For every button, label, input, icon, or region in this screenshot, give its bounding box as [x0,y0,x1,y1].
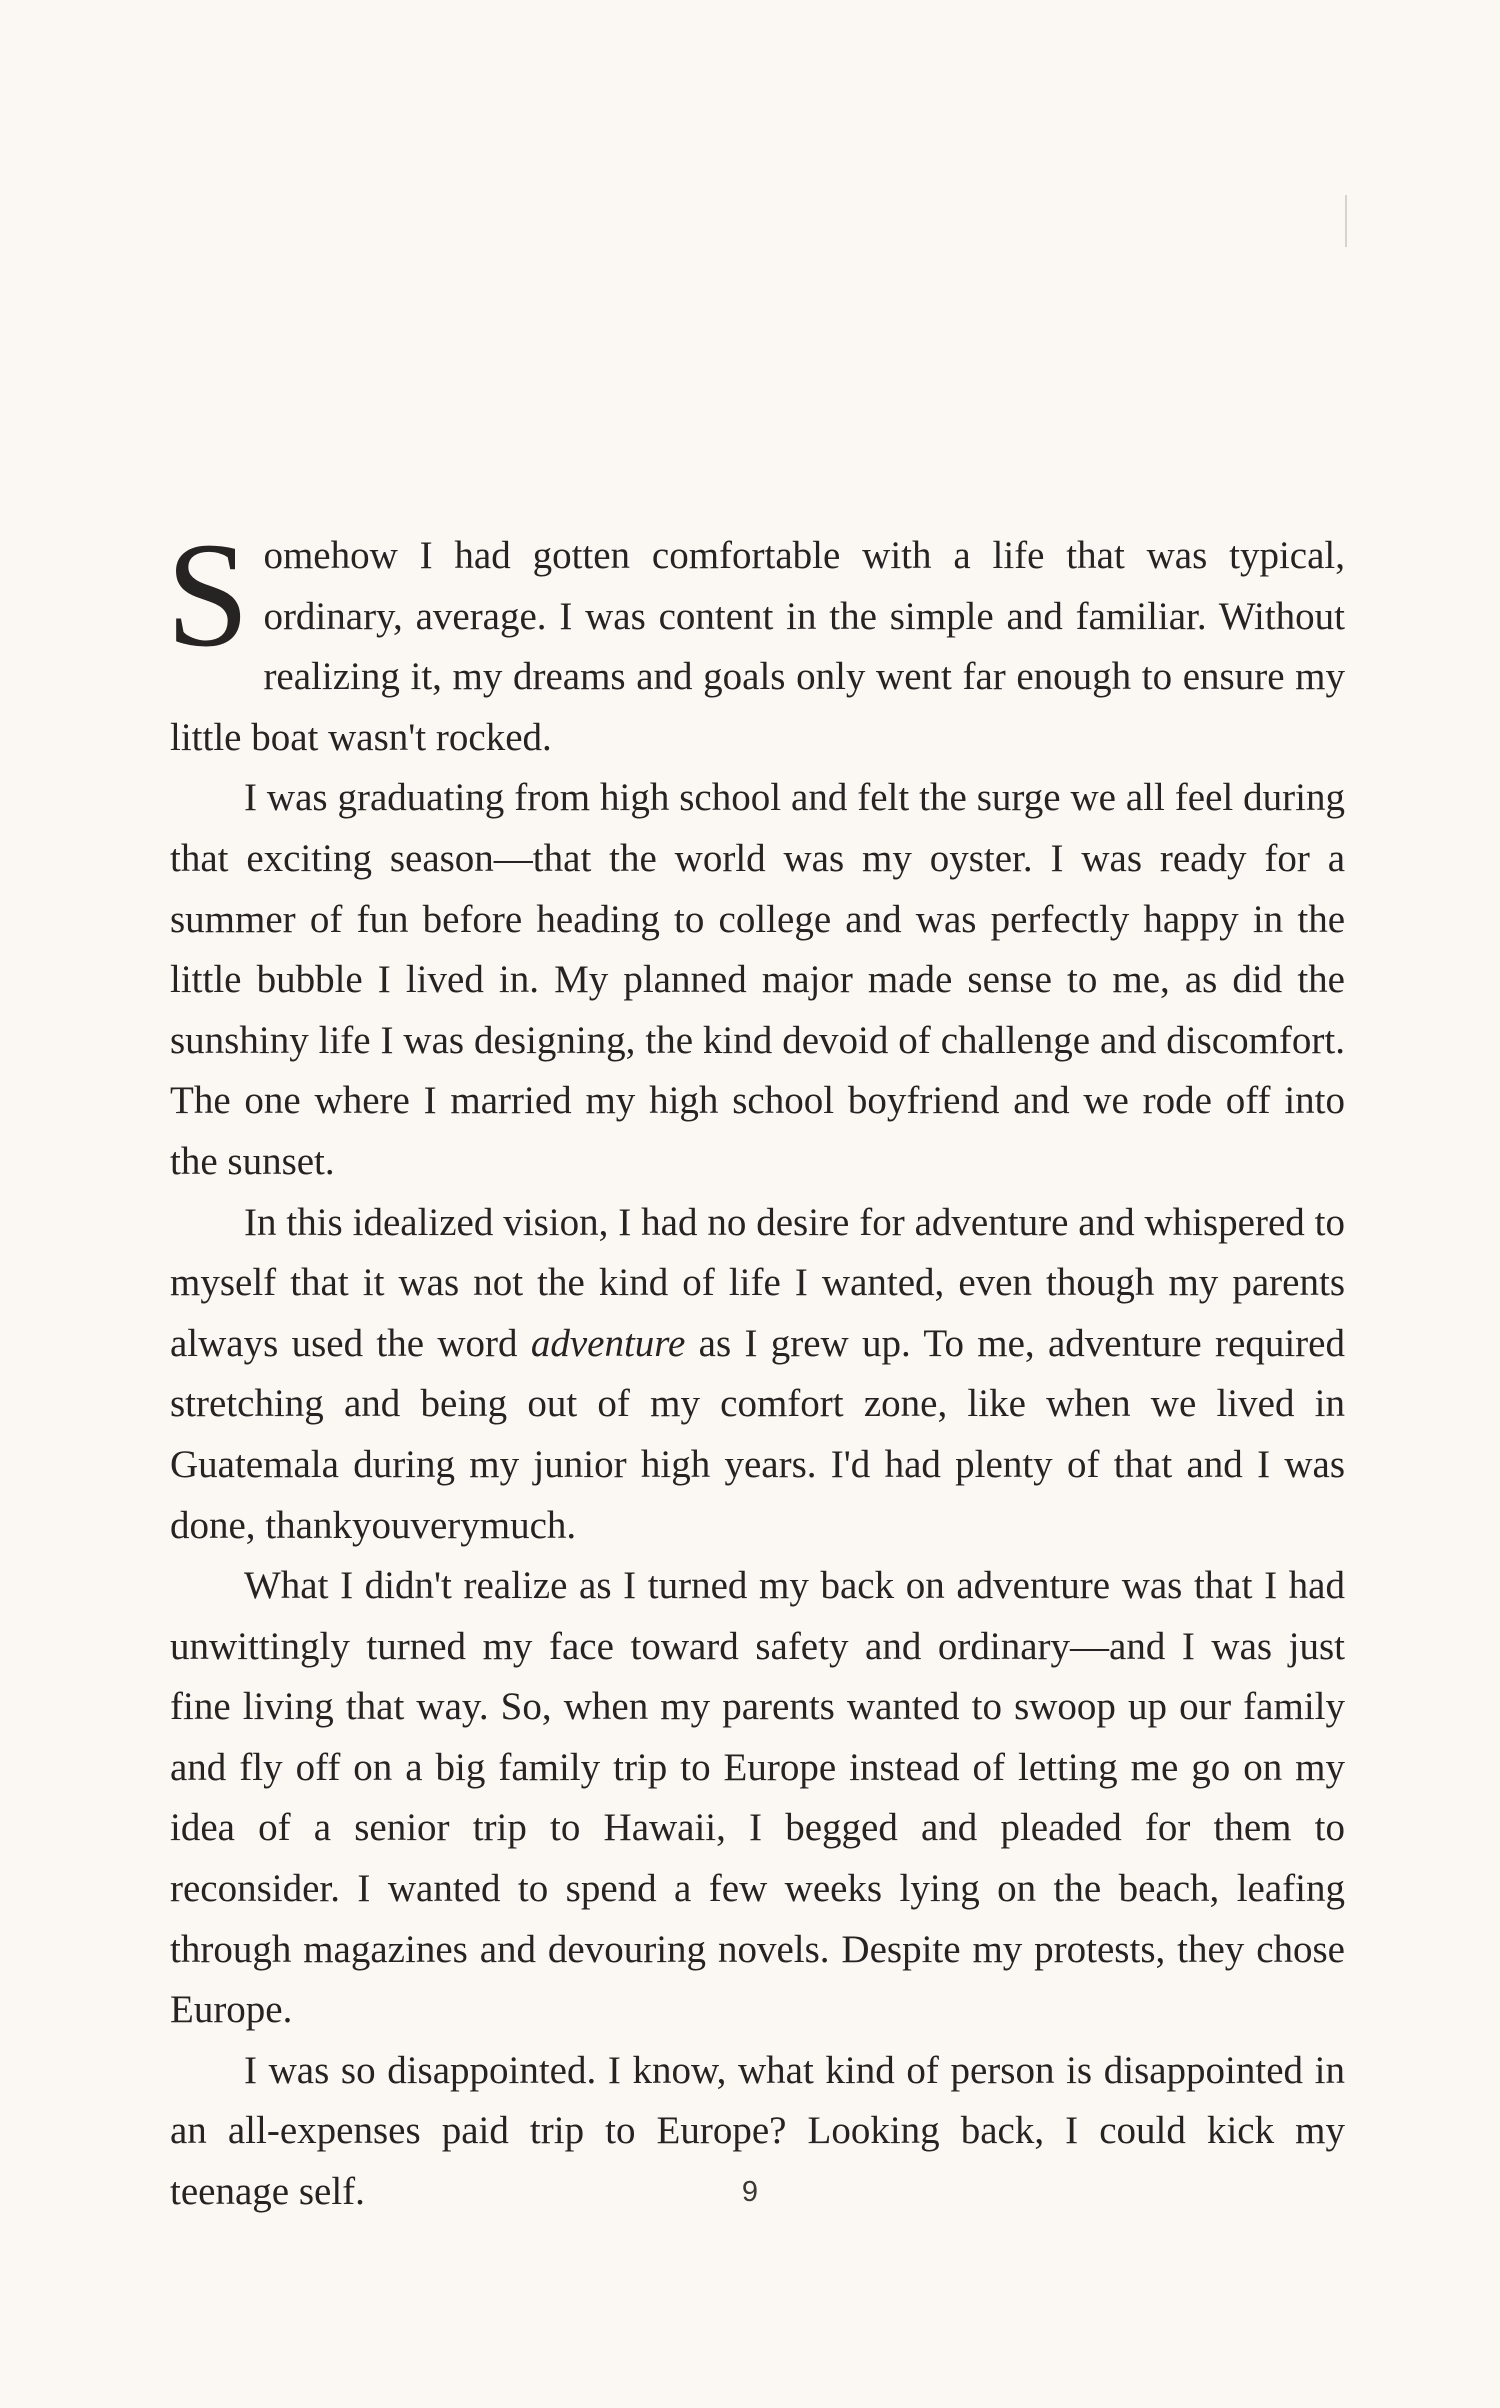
paragraph-1-text: omehow I had gotten comfortable with a life that was typical, ordinary, average. I was content in the simple and familiar. Without realizing it, my dreams and goals only went far enough to ensure my little boat wasn't rocked. [170,534,1345,759]
paragraph-1 [166,512,1345,768]
body-text [166,512,1345,2223]
paragraph-3-text-after: as I grew up. To me, adventure required stretching and being out of my comfort zone, like when we lived in Guatemala during my junior high years. I'd had plenty of that and I was done, thankyouverymuch. [170,1321,1345,1547]
paragraph-3 [170,1193,1345,1557]
drop-cap: S [166,512,250,678]
scan-mark [1345,195,1347,247]
paragraph-3-italic-word: adventure [530,1321,686,1365]
page-number: 9 [741,2176,759,2208]
paragraph-4: What I didn't realize as I turned my back on adventure was that I had unwittingly turned my face toward safety and ordinary—and I was just fine living that way. So, when my parents wanted to swoop up our family and fly off on a big family trip to Europe instead of letting me go on my idea of a senior trip to Hawaii, I begged and pleaded for them to reconsider. I wanted to spend a few weeks lying on the beach, leafing through magazines and devouring novels. Despite my protests, they chose Europe. [170,1564,1345,2032]
paragraph-2: I was graduating from high school and felt the surge we all feel during that exciting season—that the world was my oyster. I was ready for a summer of fun before heading to college and was perfectly happy in the little bubble I lived in. My planned major made sense to me, as did the sunshiny life I was designing, the kind devoid of challenge and discomfort. The one where I married my high school boyfriend and we rode off into the sunset. [170,776,1345,1183]
paragraph-5: I was so disappointed. I know, what kind of person is disappointed in an all-expenses paid trip to Europe? Looking back, I could kick my teenage self. [170,2048,1345,2214]
paragraph-3-text-before: In this idealized vision, I had no desire for adventure and whispered to myself that it was not the kind of life I wanted, even though my parents always used the word [170,1200,1345,1365]
